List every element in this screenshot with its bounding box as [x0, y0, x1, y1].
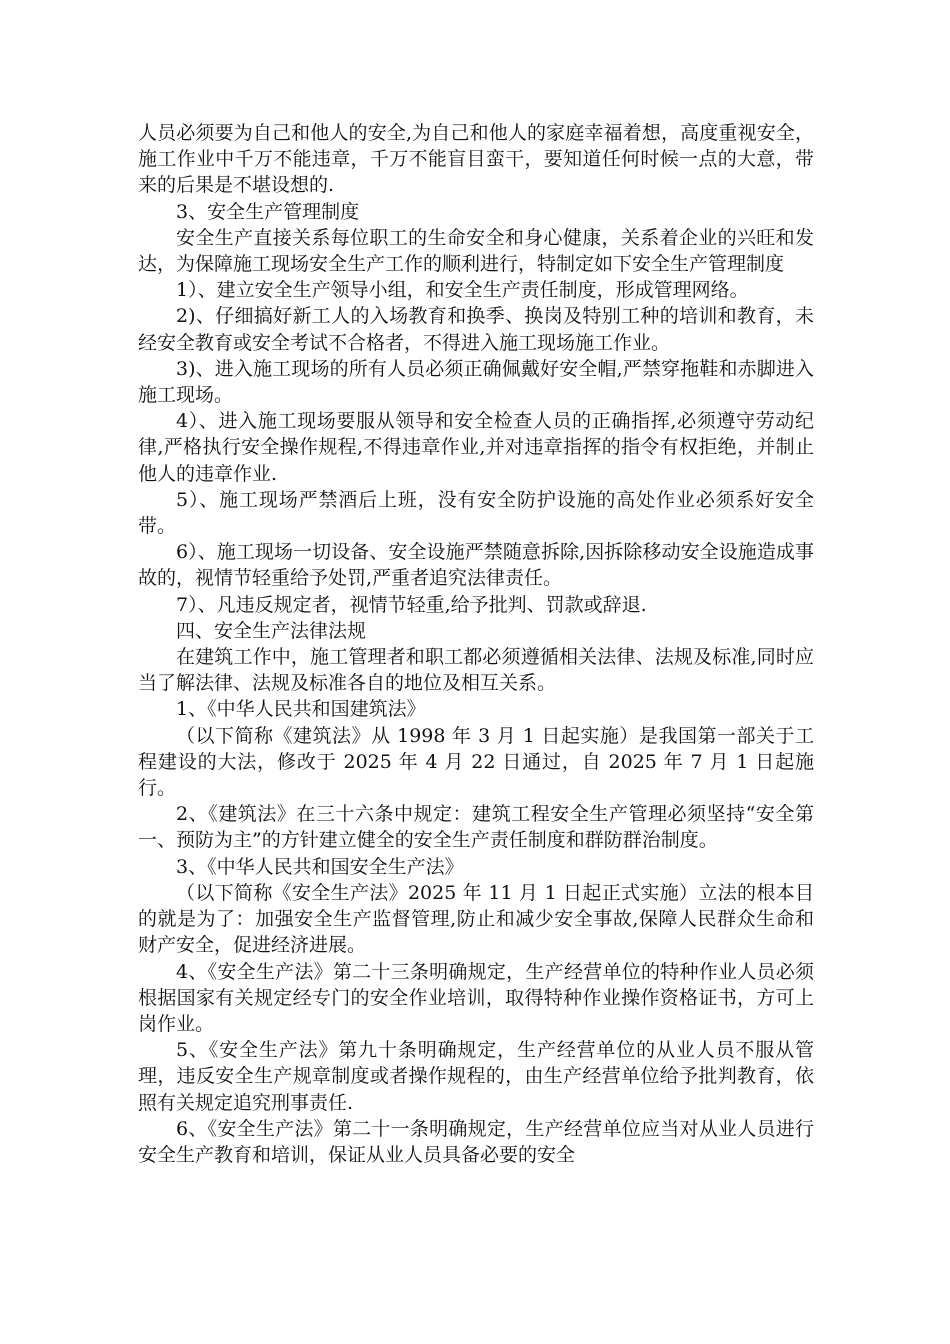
- law-item-3-title: 3、《中华人民共和国安全生产法》: [176, 855, 464, 878]
- rule-item-4: 4）、进入施工现场要服从领导和安全检查人员的正确指挥,必须遵守劳动纪律,严格执行安全操作规程,不得违章作业,并对违章指挥的指令有权拒绝，并制止他人的违章作业.: [138, 410, 814, 485]
- law-item-6: 6、《安全生产法》第二十一条明确规定，生产经营单位应当对从业人员进行安全生产教育和培训，保证从业人员具备必要的安全: [138, 1117, 814, 1166]
- rule-item-6: 6）、施工现场一切设备、安全设施严禁随意拆除,因拆除移动安全设施造成事故的，视情节轻重给予处罚,严重者追究法律责任。: [138, 541, 814, 590]
- paragraph-system-intro: 安全生产直接关系每位职工的生命安全和身心健康，关系着企业的兴旺和发达，为保障施工现场安全生产工作的顺利进行，特制定如下安全生产管理制度: [138, 226, 814, 276]
- paragraph-safety-awareness: 人员必须要为自己和他人的安全,为自己和他人的家庭幸福着想，高度重视安全，施工作业中千万不能违章，千万不能盲目蛮干，要知道任何时候一点的大意，带来的后果是不堪设想的.: [138, 122, 814, 197]
- document-body: [138, 120, 814, 1168]
- law-item-2: 2、《建筑法》在三十六条中规定：建筑工程安全生产管理必须坚持“安全第一、预防为主”的方针建立健全的安全生产责任制度和群防群治制度。: [138, 803, 814, 852]
- rule-item-7: 7）、凡违反规定者，视情节轻重,给予批判、罚款或辞退.: [176, 593, 647, 616]
- law-item-1-title: 1、《中华人民共和国建筑法》: [176, 698, 426, 721]
- paragraph-laws-intro: 在建筑工作中，施工管理者和职工都必须遵循相关法律、法规及标准,同时应当了解法律、法规及标准各自的地位及相互关系。: [138, 646, 814, 695]
- law-item-4: 4、《安全生产法》第二十三条明确规定，生产经营单位的特种作业人员必须根据国家有关规定经专门的安全作业培训，取得特种作业操作资格证书，方可上岗作业。: [138, 960, 814, 1035]
- rule-item-3: 3)、进入施工现场的所有人员必须正确佩戴好安全帽,严禁穿拖鞋和赤脚进入施工现场。: [138, 357, 814, 407]
- law-item-1-detail: （以下简称《建筑法》从 1998 年 3 月 1 日起实施）是我国第一部关于工程建设的大法，修改于 2025 年 4 月 22 日通过，自 2025 年 7 月 1 日起施行。: [138, 724, 814, 800]
- heading-safety-management-system: 3、安全生产管理制度: [176, 200, 360, 223]
- heading-laws-regulations: 四、安全生产法律法规: [176, 619, 367, 642]
- rule-item-2: 2)、仔细搞好新工人的入场教育和换季、换岗及特别工种的培训和教育，未经安全教育或安全考试不合格者，不得进入施工现场施工作业。: [138, 305, 814, 354]
- law-item-3-detail: （以下简称《安全生产法》2025 年 11 月 1 日起正式实施）立法的根本目的就是为了：加强安全生产监督管理,防止和减少安全事故,保障人民群众生命和财产安全，促进经济进展。: [138, 881, 814, 957]
- rule-item-5: 5）、施工现场严禁酒后上班，没有安全防护设施的高处作业必须系好安全带。: [138, 488, 814, 538]
- rule-item-1: 1）、建立安全生产领导小组，和安全生产责任制度，形成管理网络。: [176, 279, 749, 302]
- law-item-5: 5、《安全生产法》第九十条明确规定，生产经营单位的从业人员不服从管理，违反安全生产规章制度或者操作规程的，由生产经营单位给予批判教育，依照有关规定追究刑事责任.: [138, 1039, 814, 1114]
